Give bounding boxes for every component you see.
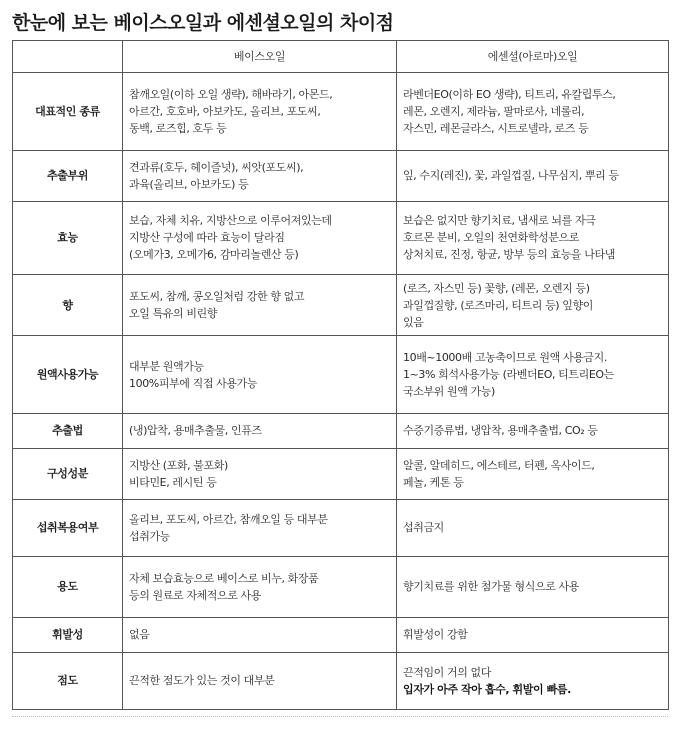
row-label: 대표적인 종류 <box>13 73 123 151</box>
cell-line: 견과류(호두, 헤이즐넛), 씨앗(포도씨), <box>129 160 304 174</box>
table-header-row <box>13 41 669 73</box>
cell-line: (오메가3, 오메가6, 감마리놀렌산 등) <box>129 248 299 262</box>
essential-oil-cell <box>397 150 669 201</box>
header-base-oil: 베이스오일 <box>123 41 397 73</box>
essential-oil-cell <box>397 652 669 709</box>
base-oil-cell <box>123 499 397 556</box>
page-title: 한눈에 보는 베이스오일과 에센셜오일의 차이점 <box>12 12 394 34</box>
essential-oil-cell <box>397 556 669 617</box>
cell-line: 알콜, 알데히드, 에스테르, 터펜, 옥사이드, <box>403 458 595 472</box>
row-label: 효능 <box>13 201 123 275</box>
row-label: 구성성분 <box>13 448 123 499</box>
base-oil-cell <box>123 336 397 414</box>
essential-oil-cell <box>397 448 669 499</box>
row-label: 점도 <box>13 652 123 709</box>
cell-line: 과육(올리브, 아보카도) 등 <box>129 177 249 191</box>
table-row <box>13 413 669 448</box>
cell-line: 대부분 원액가능 <box>129 359 204 373</box>
cell-line: 오일 특유의 비린향 <box>129 307 218 321</box>
base-oil-cell <box>123 150 397 201</box>
table-row <box>13 150 669 201</box>
table-row <box>13 336 669 414</box>
header-essential-oil: 에센셜(아로마)오일 <box>397 41 669 73</box>
cell-line: 비타민E, 레시틴 등 <box>129 475 217 489</box>
row-label: 추출법 <box>13 413 123 448</box>
cell-line: 섭취금지 <box>403 521 444 535</box>
cell-line: 상처치료, 진정, 항균, 방부 등의 효능을 나타냄 <box>403 248 615 262</box>
base-oil-cell <box>123 448 397 499</box>
essential-oil-cell <box>397 499 669 556</box>
cell-line: 향기치료를 위한 첨가물 형식으로 사용 <box>403 580 580 594</box>
cell-line: 자체 보습효능으로 베이스로 비누, 화장품 <box>129 571 319 585</box>
table-row <box>13 618 669 653</box>
base-oil-cell <box>123 413 397 448</box>
cell-line: 보습은 없지만 향기치료, 냄새로 뇌를 자극 <box>403 214 596 228</box>
essential-oil-cell <box>397 413 669 448</box>
cell-line: 10배~1000배 고농축이므로 원액 사용금지. <box>403 351 607 365</box>
essential-oil-cell <box>397 618 669 653</box>
cell-line: 끈적한 점도가 있는 것이 대부분 <box>129 674 275 688</box>
cell-line: 자스민, 레몬글라스, 시트로넬라, 로즈 등 <box>403 121 589 135</box>
cell-line: 지방산 구성에 따라 효능이 달라짐 <box>129 231 285 245</box>
cell-line: 보습, 자체 치유, 지방산으로 이루어져있는데 <box>129 214 332 228</box>
cell-line: 끈적임이 거의 없다 <box>403 665 492 679</box>
cell-line: 아르간, 호호바, 아보카도, 올리브, 포도씨, <box>129 104 321 118</box>
cell-line: 포도씨, 참깨, 콩오일처럼 강한 향 없고 <box>129 290 305 304</box>
row-label: 섭취복용여부 <box>13 499 123 556</box>
cell-line: 레몬, 오렌지, 제라늄, 팔마로사, 네롤리, <box>403 104 585 118</box>
table-row <box>13 201 669 275</box>
cell-line: 섭취가능 <box>129 529 170 543</box>
essential-oil-cell <box>397 275 669 336</box>
header-corner-cell <box>13 41 123 73</box>
cell-line: 라벤더EO(이하 EO 생략), 티트리, 유칼립투스, <box>403 87 616 101</box>
cell-line: 등의 원료로 자체적으로 사용 <box>129 588 262 602</box>
row-label: 추출부위 <box>13 150 123 201</box>
cell-line: 입자가 아주 작아 흡수, 휘발이 빠름. <box>403 682 571 696</box>
cell-line: 잎, 수지(레진), 꽃, 과일껍질, 나무심지, 뿌리 등 <box>403 169 619 183</box>
bottom-divider <box>12 716 668 717</box>
table-row <box>13 499 669 556</box>
cell-line: 지방산 (포화, 불포화) <box>129 458 228 472</box>
row-label: 용도 <box>13 556 123 617</box>
base-oil-cell <box>123 275 397 336</box>
cell-line: 호르몬 분비, 오일의 천연화학성분으로 <box>403 231 580 245</box>
cell-line: 1~3% 희석사용가능 (라벤더EO, 티트리EO는 <box>403 368 614 382</box>
cell-line: 없음 <box>129 628 150 642</box>
essential-oil-cell <box>397 201 669 275</box>
base-oil-cell <box>123 618 397 653</box>
table-row <box>13 275 669 336</box>
cell-line: 100%피부에 직접 사용가능 <box>129 376 258 390</box>
cell-line: 올리브, 포도씨, 아르간, 참깨오일 등 대부분 <box>129 512 328 526</box>
cell-line: 동백, 로즈힙, 호두 등 <box>129 121 227 135</box>
comparison-table <box>12 40 669 710</box>
cell-line: (냉)압착, 용매추출물, 인퓨즈 <box>129 424 262 438</box>
essential-oil-cell <box>397 73 669 151</box>
cell-line: 과일껍질향, (로즈마리, 티트리 등) 잎향이 <box>403 298 593 312</box>
table-row <box>13 448 669 499</box>
base-oil-cell <box>123 652 397 709</box>
cell-line: 휘발성이 강함 <box>403 628 468 642</box>
cell-line: 있음 <box>403 315 424 329</box>
cell-line: 참깨오일(이하 오일 생략), 해바라기, 아몬드, <box>129 87 333 101</box>
cell-line: 페놀, 케톤 등 <box>403 475 464 489</box>
base-oil-cell <box>123 556 397 617</box>
cell-line: 국소부위 원액 가능) <box>403 385 495 399</box>
table-row <box>13 652 669 709</box>
essential-oil-cell <box>397 336 669 414</box>
row-label: 향 <box>13 275 123 336</box>
cell-line: (로즈, 자스민 등) 꽃향, (레몬, 오렌지 등) <box>403 281 590 295</box>
row-label: 원액사용가능 <box>13 336 123 414</box>
table-row <box>13 73 669 151</box>
base-oil-cell <box>123 73 397 151</box>
base-oil-cell <box>123 201 397 275</box>
row-label: 휘발성 <box>13 618 123 653</box>
table-row <box>13 556 669 617</box>
cell-line: 수증기증류법, 냉압착, 용매추출법, CO₂ 등 <box>403 424 598 438</box>
